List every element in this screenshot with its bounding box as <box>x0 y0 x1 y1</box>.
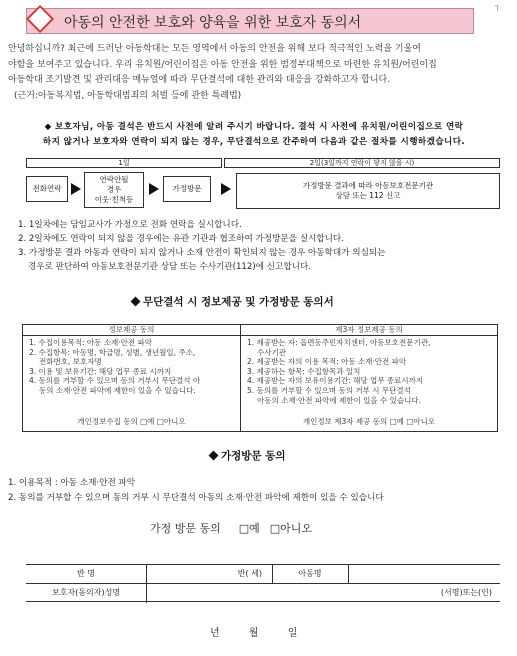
diamond-bullet-icon <box>131 297 141 307</box>
flow-label: 상담 또는 112 신고 <box>335 191 401 200</box>
consent-item: 4. 동의를 거부할 수 있으며 동의 거부시 무단결석 아 <box>29 376 201 386</box>
consent-item: 동의 소재·안전 파악에 제한이 있을 수 있습니다. <box>39 385 196 395</box>
flow-label: 연락안될 <box>99 175 129 184</box>
signature-table <box>26 564 500 602</box>
third-party-checkbox-row[interactable]: 개인정보 제3자 제공 동의 □예 □아니오 <box>302 417 436 426</box>
intro-line: 아동학대 조기발견 및 관리대응 매뉴얼에 따라 무단결석에 대한 관리와 대응을 강화하고자 합니다. <box>8 75 391 85</box>
flow-neighbor-box <box>84 172 144 208</box>
step-item: 3. 가정방문 결과 아동과 연락이 되지 않거나 소재 안전이 확인되지 않는 경우 아동학대가 의심되는 <box>18 248 386 258</box>
section-title-info-consent <box>130 294 334 309</box>
home-visit-agreement <box>150 520 312 536</box>
page-title: 아동의 안전한 보호와 양육을 위한 보호자 동의서 <box>64 15 362 31</box>
signature-row <box>26 584 500 603</box>
flow-phone-contact-box <box>26 176 68 202</box>
consent-item: 3. 제공하는 항목: 수집항목과 일치 <box>247 366 361 376</box>
class-value-field[interactable]: 반( 세) <box>237 569 262 578</box>
consent-item: 5. 동의를 거부할 수 있으며 동의 거부 시 무단결석 <box>247 385 411 395</box>
section-title-text: 무단결석 시 정보제공 및 가정방문 동의서 <box>143 296 334 308</box>
agree-yes-checkbox[interactable]: □예 <box>238 522 260 535</box>
guardian-name-label: 보호자(동의자)성명 <box>51 588 121 597</box>
child-name-field[interactable] <box>348 565 500 584</box>
flow-home-visit-box <box>163 176 211 202</box>
agreement-label: 가정 방문 동의 <box>150 522 221 535</box>
consent-item: 수사기관 <box>257 347 286 357</box>
consent-item: 전화번호, 보호자명 <box>39 357 102 367</box>
step-item: 1. 1일차에는 담임교사가 가정으로 전화 연락을 실시합니다. <box>18 220 242 230</box>
legal-basis: (근거:아동복지법, 아동학대범죄의 처벌 등에 관한 특례법) <box>14 90 242 101</box>
consent-item: 2. 수집항목: 아동명, 학급명, 성별, 생년월일, 주소, <box>29 347 196 357</box>
intro-line: 야함을 보여주고 있습니다. 우리 유치원/어린이집은 아동 안전을 위한 범정부대책으로 마련한 유치원/어린이집 <box>8 59 437 70</box>
intro-line: 안녕하십니까? 최근에 드러난 아동학대는 모든 영역에서 아동의 안전을 위해 보다 적극적인 노력을 기울여 <box>8 44 421 54</box>
section-title-text: 가정방문 동의 <box>221 450 286 462</box>
flow-label: 경우 <box>106 185 122 194</box>
consent-item: 4. 제공받는 자의 보유이용기간: 해당 업무 종료시까지 <box>247 376 424 386</box>
consent-table <box>22 324 498 432</box>
diamond-bullet-icon <box>209 451 219 461</box>
section-title-home-visit <box>208 448 286 463</box>
flow-day1-bar: 1일 <box>26 158 222 168</box>
consent-item: 3. 이용 및 보유기간: 해당 업무 종료 시까지 <box>29 366 172 376</box>
home-visit-item: 2. 동의를 거부할 수 있으며 동의 거부 시 무단결석 아동의 소재·안전 파악에 제한이 있을 수 있습니다 <box>8 493 384 503</box>
flow-label: 전화연락 <box>32 184 62 193</box>
absence-notice <box>8 120 500 150</box>
notice-line: 하지 않거나 보호자와 연락이 되지 않는 경우, 무단결석으로 간주하여 다음과 같은 절차를 시행하겠습니다. <box>42 137 466 147</box>
page-corner-mark: ┐ <box>495 2 501 12</box>
third-party-column <box>241 325 497 431</box>
date-line <box>210 624 323 639</box>
consent-items <box>241 336 497 405</box>
consent-item: 1. 제공받는 자: 읍면동주민자치센터, 아동보호전문기관, <box>247 338 431 347</box>
notice-line: ◆ 보호자님, 아동 결석은 반드시 사전에 알려 주시기 바랍니다. 결석 시 사전에 유치원/어린이집으로 연락 <box>44 122 464 132</box>
consent-item: 2. 제공받는 자의 이용 목적: 아동 소재·안전 파악 <box>247 357 407 367</box>
flow-arrow-icon <box>71 183 81 195</box>
home-visit-items <box>8 476 504 506</box>
class-label: 반 명 <box>77 569 95 578</box>
step-item: 경우로 판단하여 아동보호전문기관 상담 또는 수사기관(112)에 신고합니다. <box>28 262 311 272</box>
flow-label: 가정방문 <box>172 184 202 193</box>
guardian-signature-field[interactable]: (서명)또는(인) <box>440 588 492 597</box>
home-visit-item: 1. 이용목적 : 아동 소재·안전 파악 <box>8 478 136 488</box>
info-collection-checkbox-row[interactable]: 개인정보수집 동의 □예 □아니오 <box>77 417 186 426</box>
flow-label: 이웃·친척등 <box>94 195 134 204</box>
consent-item: 아동의 소재·안전 파악에 제한이 있을 수 있습니다. <box>257 395 421 405</box>
date-day: 일 <box>287 628 298 639</box>
column-header: 제3자 정보제공 동의 <box>241 325 497 336</box>
info-collection-column <box>23 325 241 431</box>
step-item: 2. 2일차에도 연락이 되지 않을 경우에는 유관 기관과 협조하여 가정방문을 실시합니다. <box>18 234 344 244</box>
flow-label: 가정방문 결과에 따라 아동보호전문기관 <box>302 181 434 190</box>
date-month: 월 <box>248 628 259 639</box>
signature-row <box>26 565 500 584</box>
flow-day2-bar: 2일(3일까지 연락이 닿지 않을 시) <box>224 158 500 168</box>
intro-paragraph <box>8 42 492 104</box>
consent-item: 1. 수집이용목적: 아동 소재·안전 파악 <box>29 338 153 347</box>
date-year: 년 <box>210 628 220 639</box>
flow-arrow-icon <box>221 183 231 195</box>
flow-report-box <box>236 173 500 209</box>
column-header: 정보제공 동의 <box>23 325 240 336</box>
agree-no-checkbox[interactable]: □아니오 <box>269 522 313 535</box>
procedure-steps <box>18 218 504 274</box>
consent-items <box>23 336 240 396</box>
child-name-label: 아동명 <box>298 569 322 578</box>
flow-arrow-icon <box>149 183 159 195</box>
